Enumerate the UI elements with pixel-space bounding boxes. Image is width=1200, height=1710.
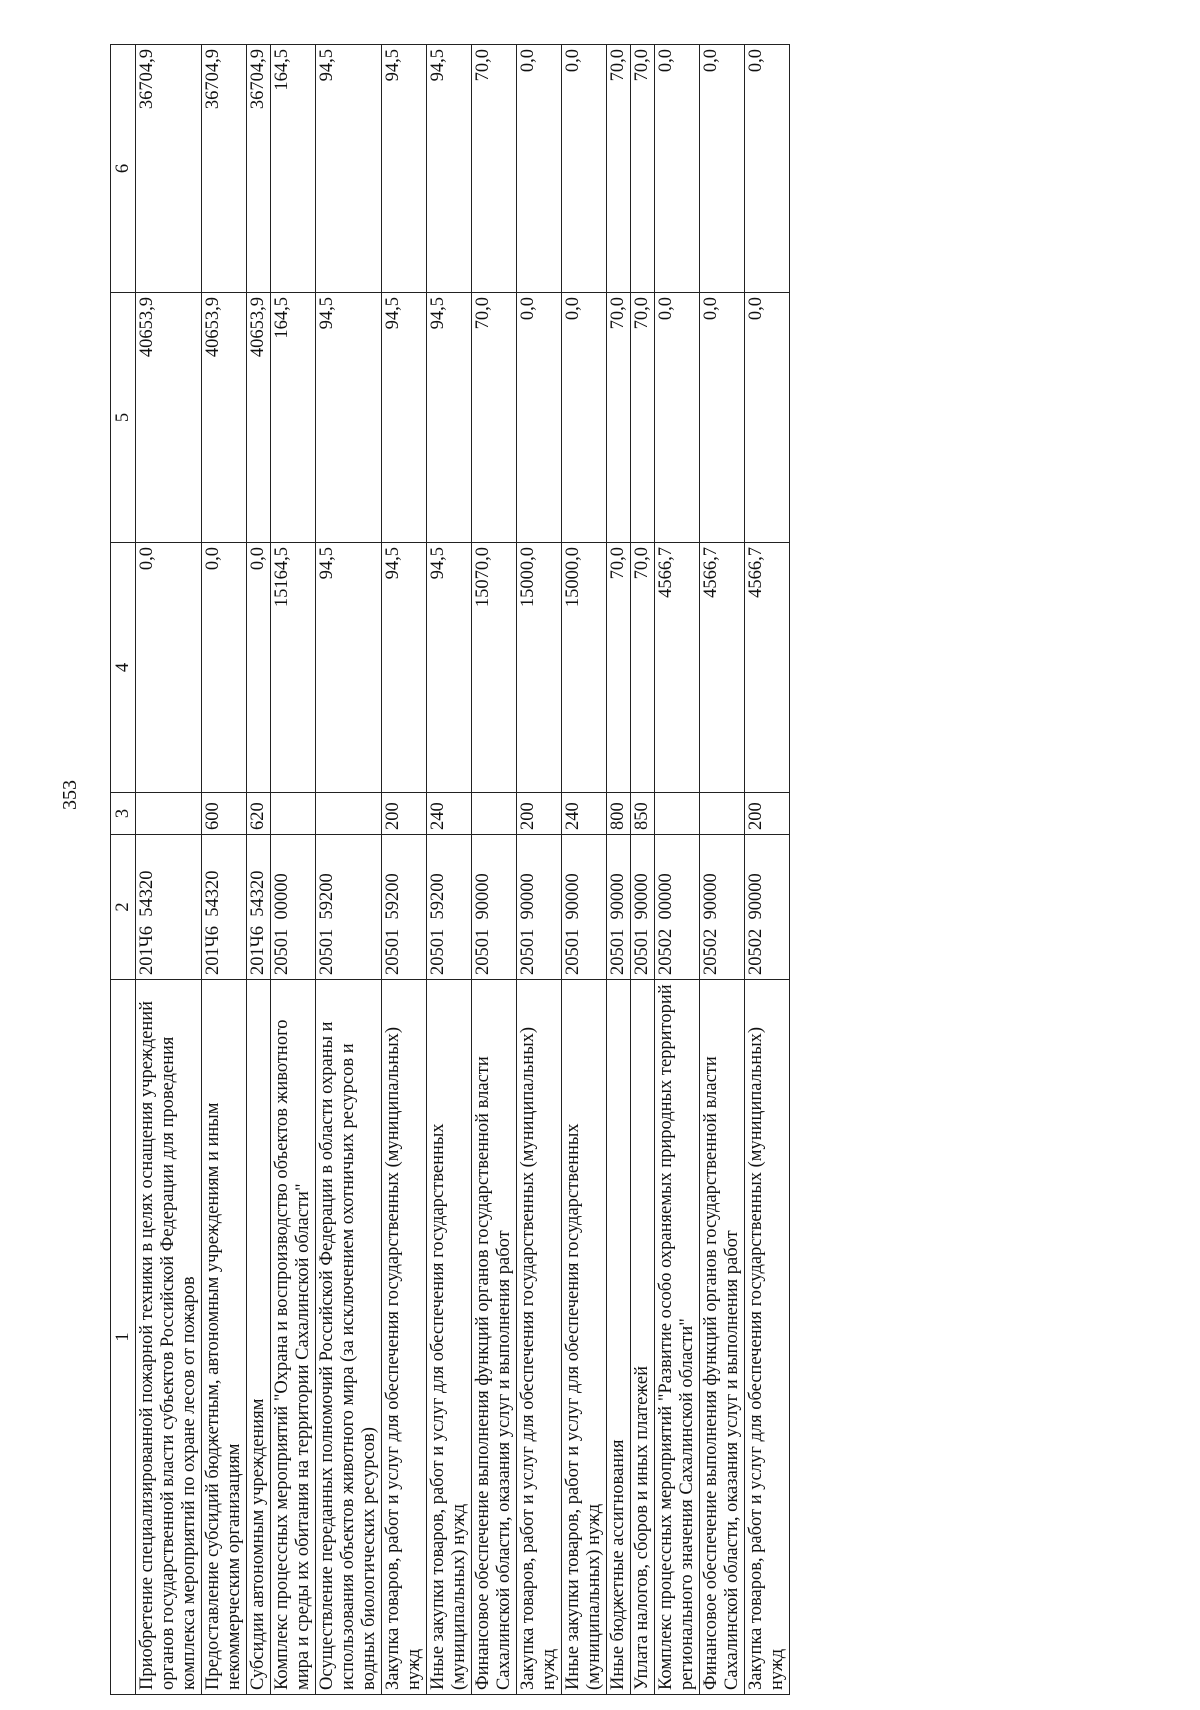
row-name-cell: Уплата налогов, сборов и иных платежей [631,980,655,1695]
row-value-col5-cell: 40653,9 [247,293,271,543]
row-expense-type-cell [136,793,202,835]
table-row [247,45,271,1695]
row-value-col5-cell: 0,0 [517,293,562,543]
row-expense-type-cell [271,793,316,835]
row-expense-type-cell: 200 [382,793,427,835]
row-code-cell: 20502 90000 [745,835,790,980]
row-name-cell: Финансовое обеспечение выполнения функций органов государственной власти Сахалинской области, оказания услуг и выполнения работ [472,980,517,1695]
row-value-col6-cell: 164,5 [271,45,316,293]
row-value-col4-cell: 15000,0 [562,543,607,793]
row-name-cell: Комплекс процессных мероприятий "Охрана и воспроизводство объектов животного мира и среды их обитания на территории Сахалинской области" [271,980,316,1695]
column-header: 4 [111,543,136,793]
row-expense-type-cell: 850 [631,793,655,835]
column-header: 3 [111,793,136,835]
row-code-cell: 20501 59200 [427,835,472,980]
row-value-col4-cell: 4566,7 [745,543,790,793]
row-value-col6-cell: 0,0 [655,45,700,293]
row-value-col4-cell: 94,5 [316,543,382,793]
table-row [271,45,316,1695]
row-expense-type-cell [472,793,517,835]
row-value-col6-cell: 70,0 [631,45,655,293]
row-expense-type-cell: 200 [745,793,790,835]
row-value-col6-cell: 70,0 [472,45,517,293]
column-header: 2 [111,835,136,980]
row-code-cell: 201Ч6 54320 [202,835,247,980]
row-name-cell: Иные бюджетные ассигнования [607,980,631,1695]
row-value-col6-cell: 36704,9 [247,45,271,293]
table-row [607,45,631,1695]
row-code-cell: 20501 90000 [472,835,517,980]
row-value-col5-cell: 40653,9 [202,293,247,543]
row-name-cell: Иные закупки товаров, работ и услуг для обеспечения государственных (муниципальных) нужд [562,980,607,1695]
row-value-col6-cell: 0,0 [517,45,562,293]
row-code-cell: 20501 90000 [631,835,655,980]
table-row [316,45,382,1695]
row-value-col5-cell: 0,0 [655,293,700,543]
row-name-cell: Субсидии автономным учреждениям [247,980,271,1695]
row-value-col5-cell: 70,0 [631,293,655,543]
row-code-cell: 20501 90000 [562,835,607,980]
row-value-col4-cell: 15070,0 [472,543,517,793]
row-expense-type-cell: 600 [202,793,247,835]
row-expense-type-cell [700,793,745,835]
row-value-col5-cell: 94,5 [382,293,427,543]
table-row [562,45,607,1695]
row-name-cell: Закупка товаров, работ и услуг для обеспечения государственных (муниципальных) нужд [745,980,790,1695]
table-row [472,45,517,1695]
row-value-col5-cell: 164,5 [271,293,316,543]
table-row [700,45,745,1695]
row-code-cell: 20502 90000 [700,835,745,980]
row-value-col5-cell: 0,0 [562,293,607,543]
table-row [517,45,562,1695]
row-expense-type-cell: 240 [427,793,472,835]
row-value-col5-cell: 40653,9 [136,293,202,543]
row-name-cell: Иные закупки товаров, работ и услуг для обеспечения государственных (муниципальных) нужд [427,980,472,1695]
row-value-col4-cell: 4566,7 [700,543,745,793]
table-header-row [111,45,136,1695]
row-value-col4-cell: 94,5 [427,543,472,793]
row-expense-type-cell [316,793,382,835]
row-expense-type-cell: 800 [607,793,631,835]
row-code-cell: 20501 00000 [271,835,316,980]
table-row [745,45,790,1695]
row-value-col5-cell: 0,0 [745,293,790,543]
row-name-cell: Закупка товаров, работ и услуг для обеспечения государственных (муниципальных) нужд [517,980,562,1695]
row-value-col6-cell: 94,5 [382,45,427,293]
budget-table-container [110,45,1100,1695]
column-header: 1 [111,980,136,1695]
row-code-cell: 20502 00000 [655,835,700,980]
row-value-col4-cell: 15000,0 [517,543,562,793]
page-number: 353 [59,780,81,810]
row-value-col5-cell: 0,0 [700,293,745,543]
row-code-cell: 201Ч6 54320 [247,835,271,980]
row-expense-type-cell: 240 [562,793,607,835]
row-value-col6-cell: 0,0 [700,45,745,293]
table-row [136,45,202,1695]
row-name-cell: Приобретение специализированной пожарной техники в целях оснащения учреждений органов государственной власти субъектов Российской Федерации для проведения комплекса мероприятий по охране лесов от пожаров [136,980,202,1695]
budget-table [110,44,790,1695]
row-code-cell: 201Ч6 54320 [136,835,202,980]
row-name-cell: Осуществление переданных полномочий Российской Федерации в области охраны и использования объектов животного мира (за исключением охотничьих ресурсов и водных биологических ресурсов) [316,980,382,1695]
row-value-col6-cell: 70,0 [607,45,631,293]
row-name-cell: Комплекс процессных мероприятий "Развитие особо охраняемых природных территорий регионального значения Сахалинской области" [655,980,700,1695]
row-value-col4-cell: 70,0 [631,543,655,793]
row-code-cell: 20501 90000 [517,835,562,980]
table-row [382,45,427,1695]
row-value-col5-cell: 70,0 [472,293,517,543]
row-code-cell: 20501 90000 [607,835,631,980]
row-value-col6-cell: 94,5 [427,45,472,293]
table-row [202,45,247,1695]
row-name-cell: Закупка товаров, работ и услуг для обеспечения государственных (муниципальных) нужд [382,980,427,1695]
row-code-cell: 20501 59200 [316,835,382,980]
row-value-col6-cell: 36704,9 [136,45,202,293]
row-code-cell: 20501 59200 [382,835,427,980]
row-value-col6-cell: 94,5 [316,45,382,293]
table-body [136,45,790,1695]
table-row [631,45,655,1695]
row-value-col4-cell: 70,0 [607,543,631,793]
row-value-col4-cell: 0,0 [247,543,271,793]
row-value-col6-cell: 0,0 [562,45,607,293]
row-value-col4-cell: 15164,5 [271,543,316,793]
column-header: 5 [111,293,136,543]
row-expense-type-cell: 620 [247,793,271,835]
row-value-col4-cell: 0,0 [136,543,202,793]
table-row [427,45,472,1695]
row-value-col4-cell: 0,0 [202,543,247,793]
column-header: 6 [111,45,136,293]
row-expense-type-cell [655,793,700,835]
table-row [655,45,700,1695]
row-value-col6-cell: 36704,9 [202,45,247,293]
row-name-cell: Предоставление субсидий бюджетным, автономным учреждениям и иным некоммерческим организациям [202,980,247,1695]
row-value-col4-cell: 4566,7 [655,543,700,793]
row-value-col5-cell: 94,5 [427,293,472,543]
row-value-col5-cell: 94,5 [316,293,382,543]
row-value-col6-cell: 0,0 [745,45,790,293]
row-value-col5-cell: 70,0 [607,293,631,543]
row-value-col4-cell: 94,5 [382,543,427,793]
row-expense-type-cell: 200 [517,793,562,835]
row-name-cell: Финансовое обеспечение выполнения функций органов государственной власти Сахалинской области, оказания услуг и выполнения работ [700,980,745,1695]
